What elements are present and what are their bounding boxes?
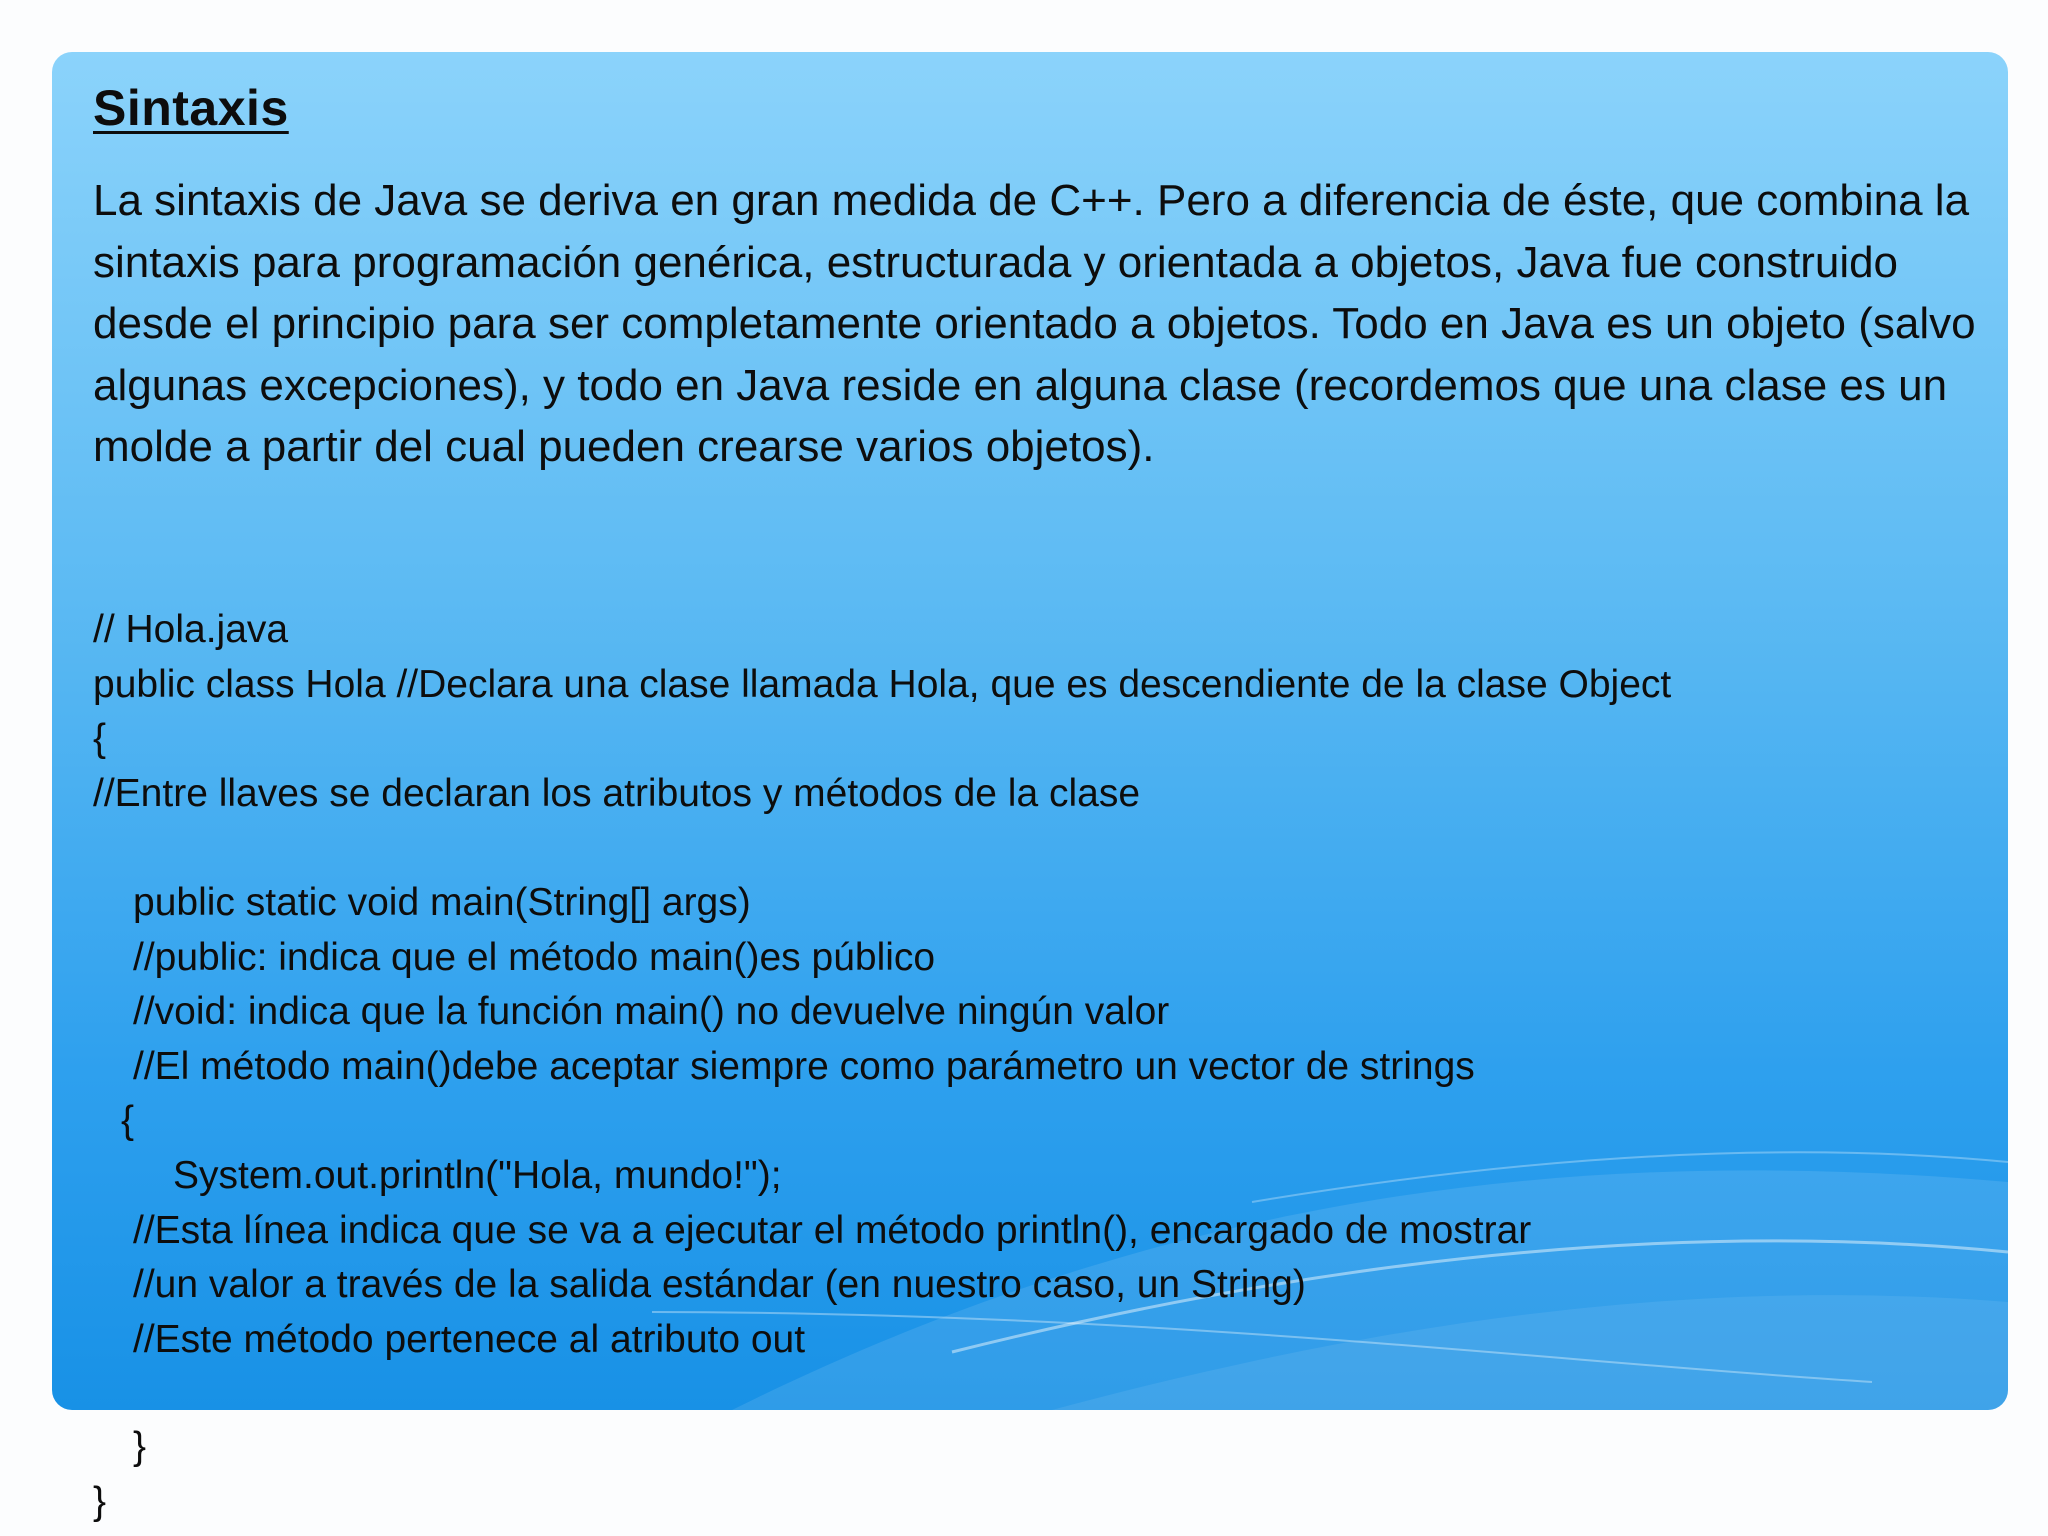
code-line-blank <box>93 821 1671 876</box>
code-line-comment-println-1: //Esta línea indica que se va a ejecutar el método println(), encargado de mostrar <box>133 1208 1532 1252</box>
code-line-method-close-brace: } <box>133 1425 147 1468</box>
code-sample <box>93 603 1671 1367</box>
code-line-comment-println-2: //un valor a través de la salida estándar (en nuestro caso, un String) <box>133 1263 1306 1307</box>
code-closing-braces <box>93 1420 146 1529</box>
code-line-open-brace: { <box>93 717 107 761</box>
intro-paragraph: La sintaxis de Java se deriva en gran medida de C++. Pero a diferencia de éste, que combina la sintaxis para programación genérica, estructurada y orientada a objetos, Java fue construido desde el principio para ser completamente orientado a objetos. Todo en Java es un objeto (salvo algunas excepciones), y todo en Java reside en alguna clase (recordemos que una clase es un molde a partir del cual pueden crearse varios objetos). <box>93 176 1976 471</box>
code-line-println: System.out.println("Hola, mundo!"); <box>173 1153 782 1197</box>
code-line-class-close-brace: } <box>93 1479 107 1523</box>
code-line-comment-attributes: //Entre llaves se declaran los atributos y métodos de la clase <box>93 771 1141 815</box>
code-line-main-signature: public static void main(String[] args) <box>133 880 751 924</box>
code-line-comment-println-3: //Este método pertenece al atributo out <box>133 1317 806 1361</box>
code-line-comment-filename: // Hola.java <box>93 608 289 651</box>
code-line-method-open-brace: { <box>121 1099 135 1143</box>
slide-title: Sintaxis <box>93 80 289 136</box>
code-line-comment-void: //void: indica que la función main() no devuelve ningún valor <box>133 990 1170 1034</box>
code-line-comment-public: //public: indica que el método main()es público <box>133 935 936 979</box>
code-line-class-declaration: public class Hola //Declara una clase llamada Hola, que es descendiente de la clase Object <box>93 662 1672 706</box>
code-line-comment-main-args: //El método main()debe aceptar siempre como parámetro un vector de strings <box>133 1044 1475 1088</box>
